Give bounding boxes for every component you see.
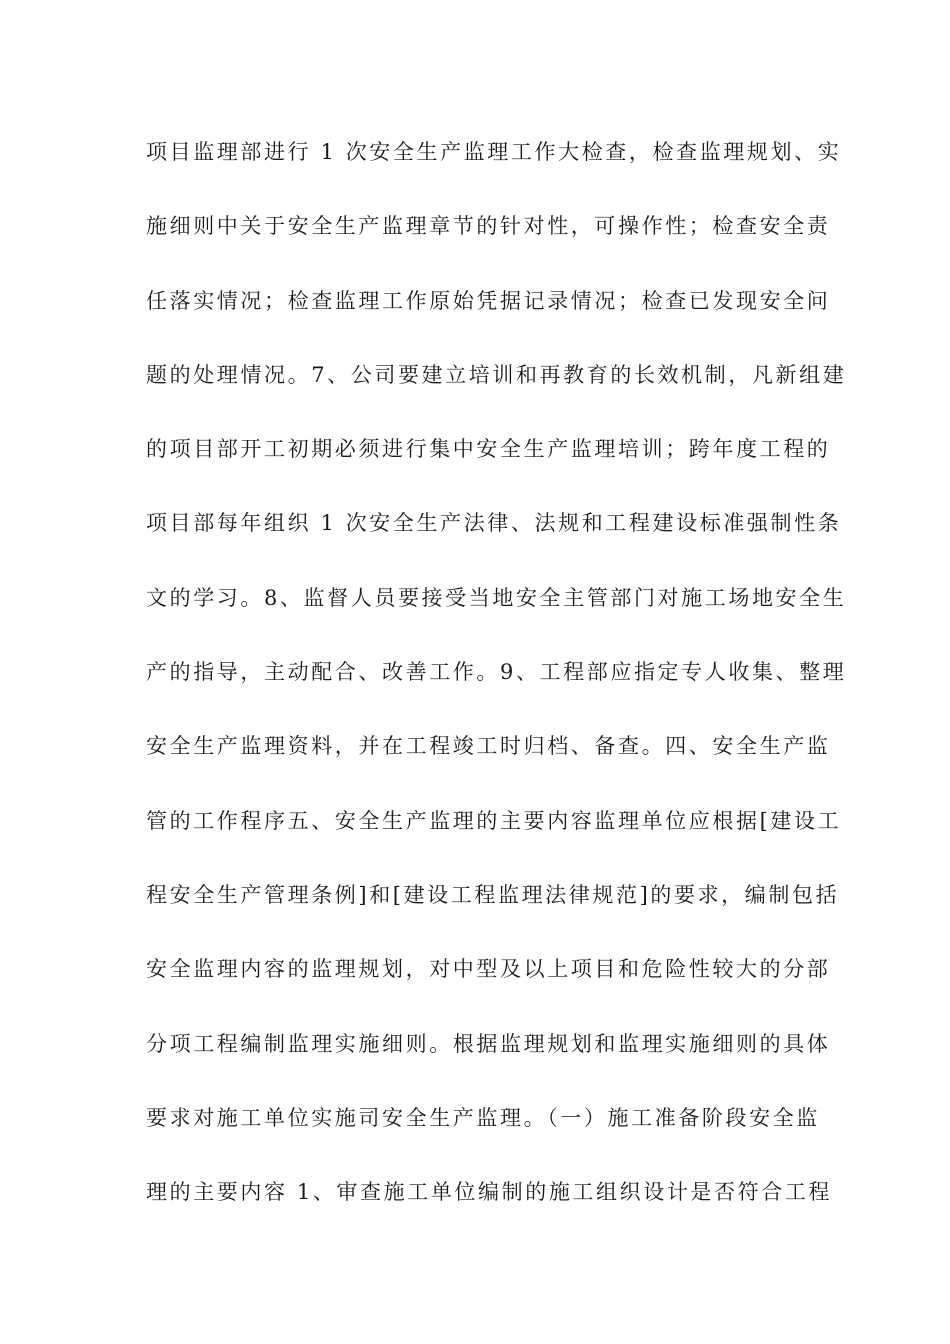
text-line: 施细则中关于安全生产监理章节的针对性，可操作性；检查安全责 [146,214,831,239]
text-line: 安全生产监理资料，并在工程竣工时归档、备查。四、安全生产监 [146,734,831,759]
text-line: 管的工作程序五、安全生产监理的主要内容监理单位应根据[建设工 [146,808,842,833]
body-paragraph [146,132,847,1246]
text-line: 要求对施工单位实施司安全生产监理。（一）施工准备阶段安全监 [146,1105,820,1130]
text-line: 产的指导，主动配合、改善工作。9、工程部应指定专人收集、整理 [146,660,847,685]
text-line: 题的处理情况。7、公司要建立培训和再教育的长效机制，凡新组建 [146,362,847,387]
text-line: 项目部每年组织 1 次安全生产法律、法规和工程建设标准强制性条 [146,511,842,536]
text-line: 任落实情况；检查监理工作原始凭据记录情况；检查已发现安全问 [146,288,831,313]
text-line: 项目监理部进行 1 次安全生产监理工作大检查，检查监理规划、实 [146,140,842,164]
text-line: 分项工程编制监理实施细则。根据监理规划和监理实施细则的具体 [146,1031,831,1056]
text-line: 安全监理内容的监理规划，对中型及以上项目和危险性较大的分部 [146,957,831,982]
text-line: 程安全生产管理条例]和[建设工程监理法律规范]的要求，编制包括 [146,882,840,907]
text-line: 文的学习。8、监督人员要接受当地安全主管部门对施工场地安全生 [146,585,847,610]
text-line: 的项目部开工初期必须进行集中安全生产监理培训；跨年度工程的 [146,437,831,462]
text-line: 理的主要内容 1、审查施工单位编制的施工组织设计是否符合工程 [146,1180,833,1205]
